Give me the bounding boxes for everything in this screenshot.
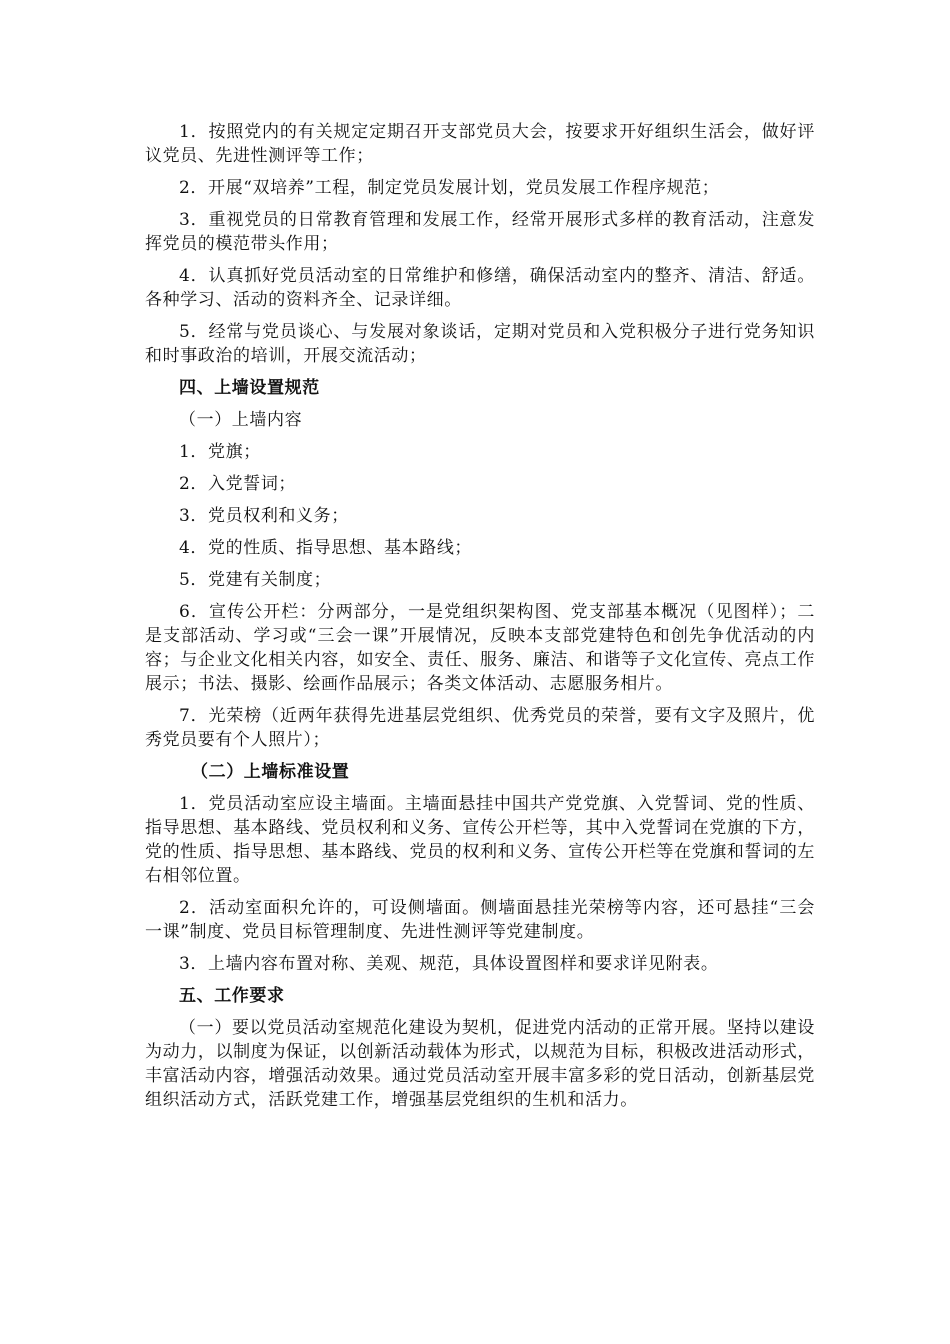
paragraph-item-2: 2．开展“双培养”工程，制定党员发展计划，党员发展工作程序规范；	[179, 178, 720, 198]
section-heading-5: 五、工作要求	[179, 986, 285, 1006]
wall-standard-item-3: 3．上墙内容布置对称、美观、规范，具体设置图样和要求详见附表。	[179, 954, 719, 974]
paragraph-item-1: 1．按照党内的有关规定定期召开支部党员大会，按要求开好组织生活会，做好评议党员、先进性测评等工作；	[145, 122, 815, 166]
wall-standard-item-1: 1．党员活动室应设主墙面。主墙面悬挂中国共产党党旗、入党誓词、党的性质、指导思想、基本路线、党员权利和义务、宣传公开栏等，其中入党誓词在党旗的下方，党的性质、指导思想、基本路线、党员的权利和义务、宣传公开栏等在党旗和誓词的左右相邻位置。	[145, 794, 815, 886]
paragraph-item-3: 3．重视党员的日常教育管理和发展工作，经常开展形式多样的教育活动，注意发挥党员的模范带头作用；	[145, 210, 815, 254]
paragraph-item-5: 5．经常与党员谈心、与发展对象谈话，定期对党员和入党积极分子进行党务知识和时事政治的培训，开展交流活动；	[145, 322, 815, 366]
wall-content-item-5: 5．党建有关制度；	[179, 570, 332, 590]
wall-content-item-3: 3．党员权利和义务；	[179, 506, 349, 526]
document-body	[145, 120, 815, 1120]
subsection-heading-wall-content: （一）上墙内容	[179, 410, 303, 430]
wall-content-item-1: 1．党旗；	[179, 442, 261, 462]
work-requirement-item-1: （一）要以党员活动室规范化建设为契机，促进党内活动的正常开展。坚持以建设为动力，以制度为保证，以创新活动载体为形式，以规范为目标，积极改进活动形式，丰富活动内容，增强活动效果。通过党员活动室开展丰富多彩的党日活动，创新基层党组织活动方式，活跃党建工作，增强基层党组织的生机和活力。	[145, 1018, 815, 1110]
wall-content-item-6: 6．宣传公开栏：分两部分，一是党组织架构图、党支部基本概况（见图样）；二是支部活动、学习或“三会一课”开展情况，反映本支部党建特色和创先争优活动的内容；与企业文化相关内容，如安全、责任、服务、廉洁、和谐等子文化宣传、亮点工作展示；书法、摄影、绘画作品展示；各类文体活动、志愿服务相片。	[145, 602, 815, 694]
wall-content-item-7: 7．光荣榜（近两年获得先进基层党组织、优秀党员的荣誉，要有文字及照片，优秀党员要有个人照片）；	[145, 706, 815, 750]
paragraph-item-4: 4．认真抓好党员活动室的日常维护和修缮，确保活动室内的整齐、清洁、舒适。各种学习、活动的资料齐全、记录详细。	[145, 266, 815, 310]
wall-content-item-2: 2．入党誓词；	[179, 474, 297, 494]
wall-standard-item-2: 2．活动室面积允许的，可设侧墙面。侧墙面悬挂光荣榜等内容，还可悬挂“三会一课”制度、党员目标管理制度、先进性测评等党建制度。	[145, 898, 815, 942]
wall-content-item-4: 4．党的性质、指导思想、基本路线；	[179, 538, 473, 558]
section-heading-4: 四、上墙设置规范	[179, 378, 320, 398]
subsection-heading-wall-standard: （二）上墙标准设置	[191, 762, 350, 782]
